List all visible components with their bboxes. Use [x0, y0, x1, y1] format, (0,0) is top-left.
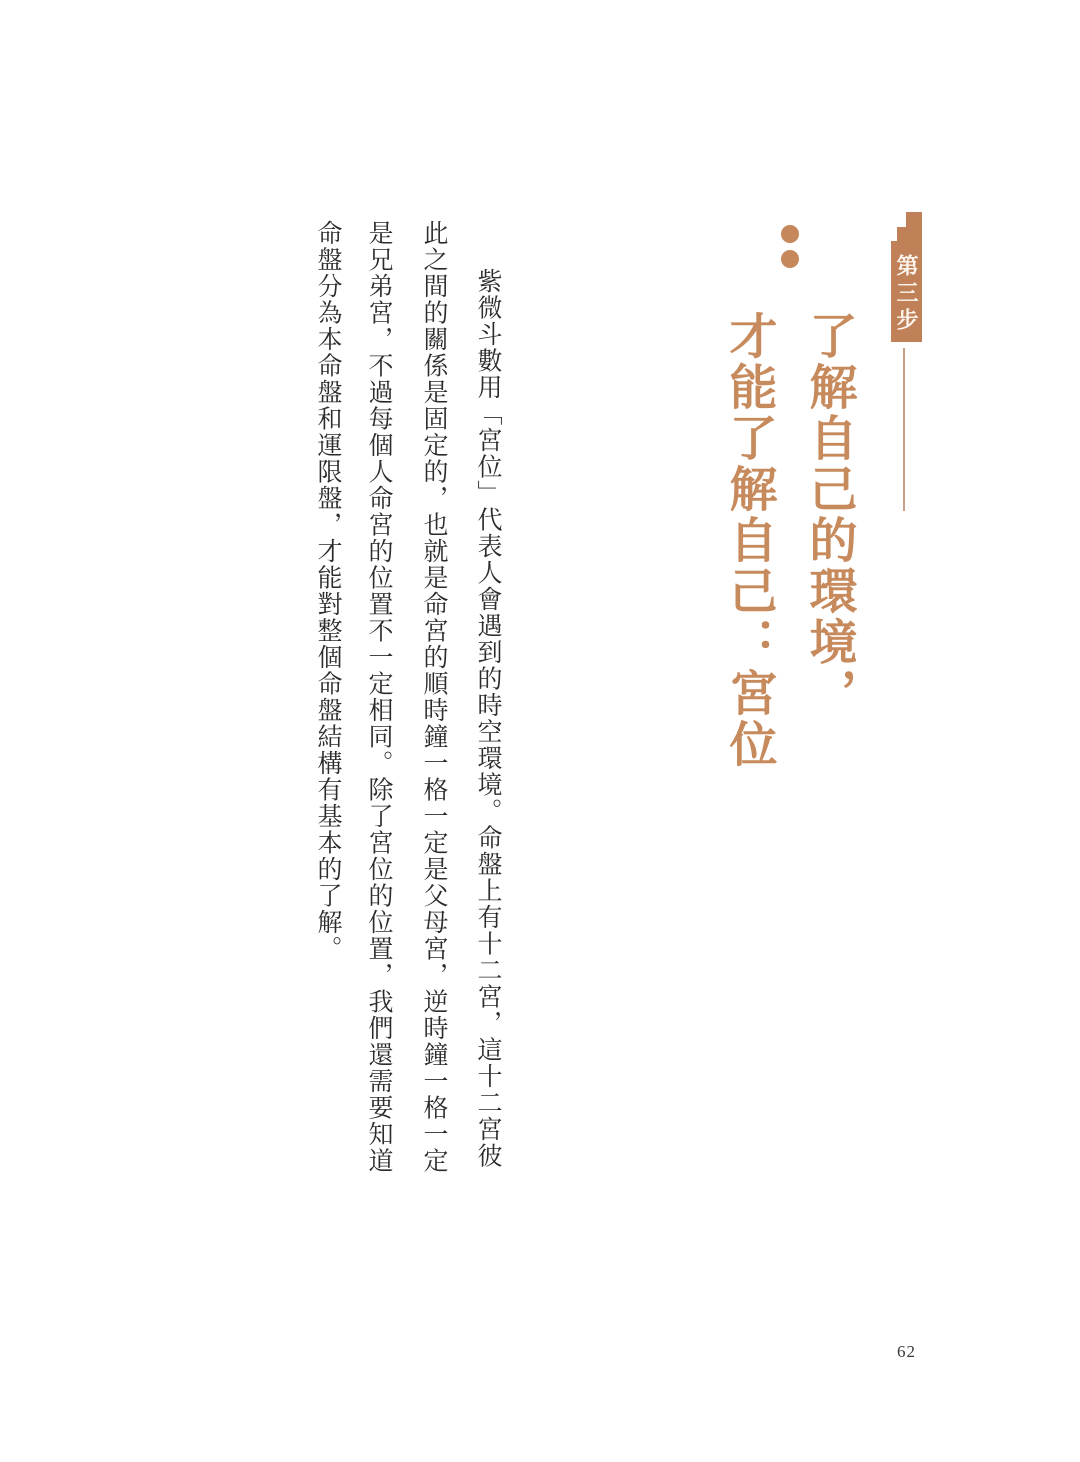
body-line-1: 紫微斗數用「宮位」代表人會遇到的時空環境。命盤上有十二宮，這十二宮彼 [474, 268, 501, 1169]
colon-dot-bottom [781, 250, 799, 268]
page-title-line-1: 了解自己的環境， [802, 311, 855, 719]
title-colon-text [781, 225, 782, 226]
chapter-step-label: 第三步 [894, 254, 919, 335]
title-colon [781, 225, 799, 277]
banner-vertical-rule [903, 348, 905, 511]
body-line-2: 此之間的關係是固定的，也就是命宮的順時鐘一格一定是父母宮，逆時鐘一格一定 [420, 220, 447, 1174]
colon-dot-top [781, 225, 799, 243]
page-title-line-2: 才能了解自己：宮位 [722, 311, 775, 770]
page-number: 62 [897, 1342, 916, 1361]
chapter-step-banner [891, 241, 922, 342]
body-line-3: 是兄弟宮，不過每個人命宮的位置不一定相同。除了宮位的位置，我們還需要知道 [365, 220, 392, 1174]
body-line-4: 命盤分為本命盤和運限盤，才能對整個命盤結構有基本的了解。 [314, 220, 341, 962]
